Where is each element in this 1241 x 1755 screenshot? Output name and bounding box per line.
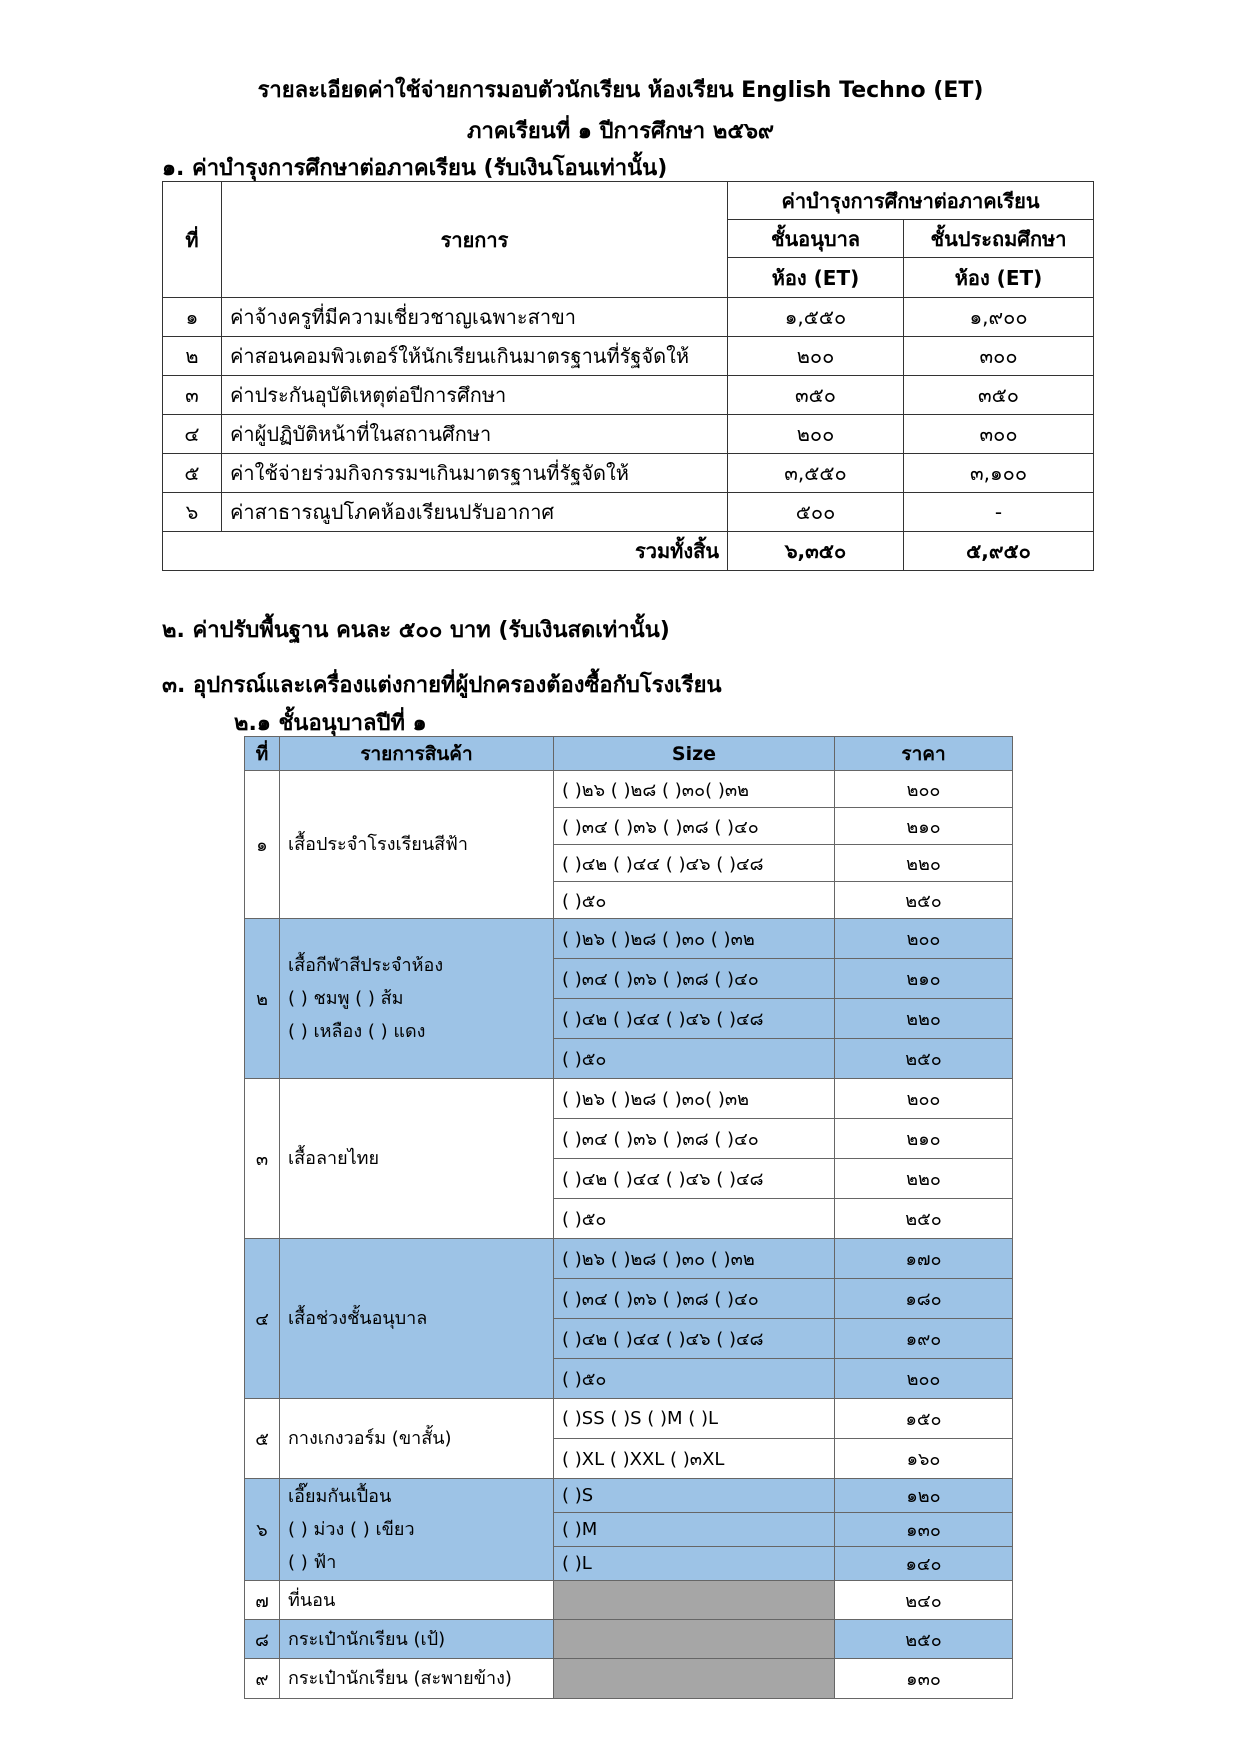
table-row [245, 1079, 1013, 1119]
size-options: ( )๒๖ ( )๒๘ ( )๓๐ ( )๓๒ [554, 919, 835, 959]
item-price: ๑๕๐ [835, 1399, 1013, 1439]
item-name-line: เสื้อประจำโรงเรียนสีฟ้า [288, 834, 468, 855]
item-price: ๑๓๐ [835, 1659, 1013, 1699]
item-name [280, 919, 554, 1079]
document-subtitle: ภาคเรียนที่ ๑ ปีการศึกษา ๒๕๖๙ [466, 119, 775, 144]
table-row [245, 1399, 1013, 1439]
row-no: ๖ [163, 493, 222, 532]
item-name-line: กระเป๋านักเรียน (สะพายข้าง) [288, 1668, 512, 1689]
size-options: ( )๕๐ [554, 1039, 835, 1079]
table-row [245, 919, 1013, 959]
item-price: ๒๒๐ [835, 999, 1013, 1039]
item-price: ๒๐๐ [835, 1079, 1013, 1119]
header-kinder: ชั้นอนุบาล [728, 220, 904, 258]
row-kinder-fee: ๒๐๐ [728, 415, 904, 454]
item-name [280, 1479, 554, 1581]
size-options: ( )L [554, 1547, 835, 1581]
item-name-line: เสื้อกีฬาสีประจำห้อง [288, 955, 444, 976]
item-name-line: เอี๊ยมกันเปื้อน [288, 1486, 392, 1507]
item-price: ๒๑๐ [835, 959, 1013, 999]
size-options: ( )๔๒ ( )๔๔ ( )๔๖ ( )๔๘ [554, 999, 835, 1039]
row-no: ๔ [163, 415, 222, 454]
item-price: ๑๙๐ [835, 1319, 1013, 1359]
header-group: ค่าบำรุงการศึกษาต่อภาคเรียน [728, 182, 1094, 220]
total-label: รวมทั้งสิ้น [163, 532, 728, 571]
item-price: ๑๒๐ [835, 1479, 1013, 1513]
item-no: ๔ [245, 1239, 280, 1399]
row-no: ๓ [163, 376, 222, 415]
item-name [280, 1399, 554, 1479]
row-no: ๕ [163, 454, 222, 493]
size-options: ( )๓๔ ( )๓๖ ( )๓๘ ( )๔๐ [554, 959, 835, 999]
section1-heading: ๑. ค่าบำรุงการศึกษาต่อภาคเรียน (รับเงินโอนเท่านั้น) [162, 156, 668, 181]
item-name-line: ( ) ฟ้า [288, 1552, 337, 1573]
document-title: รายละเอียดค่าใช้จ่ายการมอบตัวนักเรียน ห้องเรียน English Techno (ET) [257, 78, 984, 103]
row-no: ๑ [163, 298, 222, 337]
header-room-kinder: ห้อง (ET) [728, 258, 904, 298]
row-kinder-fee: ๓,๕๕๐ [728, 454, 904, 493]
item-price: ๒๒๐ [835, 1159, 1013, 1199]
size-options: ( )M [554, 1513, 835, 1547]
item-name [280, 1620, 554, 1659]
row-kinder-fee: ๕๐๐ [728, 493, 904, 532]
table-row [163, 298, 1094, 337]
row-primary-fee: ๓๐๐ [904, 415, 1094, 454]
size-options: ( )๔๒ ( )๔๔ ( )๔๖ ( )๔๘ [554, 1319, 835, 1359]
row-primary-fee: ๑,๙๐๐ [904, 298, 1094, 337]
item-price: ๒๕๐ [835, 882, 1013, 919]
size-options: ( )๕๐ [554, 1359, 835, 1399]
item-name [280, 1659, 554, 1699]
header-item: รายการสินค้า [280, 737, 554, 771]
item-name-line: ( ) ชมพู ( ) ส้ม [288, 988, 404, 1009]
size-options: ( )๒๖ ( )๒๘ ( )๓๐( )๓๒ [554, 1079, 835, 1119]
item-no: ๑ [245, 771, 280, 919]
size-options: ( )๓๔ ( )๓๖ ( )๓๘ ( )๔๐ [554, 808, 835, 845]
header-no: ที่ [163, 182, 222, 298]
table-row [163, 337, 1094, 376]
table-row [163, 454, 1094, 493]
uniform-table [244, 736, 1013, 1699]
row-item: ค่าผู้ปฏิบัติหน้าที่ในสถานศึกษา [222, 415, 728, 454]
header-price: ราคา [835, 737, 1013, 771]
size-options: ( )๓๔ ( )๓๖ ( )๓๘ ( )๔๐ [554, 1119, 835, 1159]
item-no: ๖ [245, 1479, 280, 1581]
item-price: ๒๕๐ [835, 1620, 1013, 1659]
row-kinder-fee: ๑,๕๕๐ [728, 298, 904, 337]
item-price: ๑๖๐ [835, 1439, 1013, 1479]
item-price: ๒๑๐ [835, 1119, 1013, 1159]
size-options: ( )๕๐ [554, 882, 835, 919]
item-name-line: ( ) ม่วง ( ) เขียว [288, 1519, 415, 1540]
item-name-line: ที่นอน [288, 1589, 336, 1611]
item-no: ๗ [245, 1581, 280, 1620]
item-name-line: กระเป๋านักเรียน (เป้) [288, 1628, 446, 1650]
size-options: ( )๕๐ [554, 1199, 835, 1239]
table-row [245, 1581, 1013, 1620]
size-options: ( )๒๖ ( )๒๘ ( )๓๐( )๓๒ [554, 771, 835, 808]
item-no: ๘ [245, 1620, 280, 1659]
item-price: ๒๐๐ [835, 919, 1013, 959]
section2-heading: ๒. ค่าปรับพื้นฐาน คนละ ๕๐๐ บาท (รับเงินสดเท่านั้น) [162, 618, 670, 643]
size-empty-cell [554, 1581, 835, 1620]
size-options: ( )XL ( )XXL ( )๓XL [554, 1439, 835, 1479]
item-price: ๑๓๐ [835, 1513, 1013, 1547]
size-options: ( )S [554, 1479, 835, 1513]
size-options: ( )๔๒ ( )๔๔ ( )๔๖ ( )๔๘ [554, 1159, 835, 1199]
item-price: ๒๔๐ [835, 1581, 1013, 1620]
item-price: ๑๗๐ [835, 1239, 1013, 1279]
item-price: ๒๐๐ [835, 771, 1013, 808]
item-name-line: เสื้อลายไทย [288, 1148, 380, 1169]
row-item: ค่าสาธารณูปโภคห้องเรียนปรับอากาศ [222, 493, 728, 532]
row-primary-fee: - [904, 493, 1094, 532]
size-empty-cell [554, 1659, 835, 1699]
row-item: ค่าใช้จ่ายร่วมกิจกรรมฯเกินมาตรฐานที่รัฐจัดให้ [222, 454, 728, 493]
header-no: ที่ [245, 737, 280, 771]
header-item: รายการ [222, 182, 728, 298]
item-price: ๒๐๐ [835, 1359, 1013, 1399]
item-price: ๒๒๐ [835, 845, 1013, 882]
item-price: ๑๘๐ [835, 1279, 1013, 1319]
section3-heading: ๓. อุปกรณ์และเครื่องแต่งกายที่ผู้ปกครองต้องซื้อกับโรงเรียน [162, 673, 722, 698]
item-name-line: ( ) เหลือง ( ) แดง [288, 1021, 426, 1042]
table-row [163, 415, 1094, 454]
item-name-line: กางเกงวอร์ม (ขาสั้น) [288, 1428, 452, 1449]
item-no: ๕ [245, 1399, 280, 1479]
item-no: ๒ [245, 919, 280, 1079]
item-name [280, 1079, 554, 1239]
header-room-primary: ห้อง (ET) [904, 258, 1094, 298]
table-row [245, 1659, 1013, 1699]
table-row [245, 1620, 1013, 1659]
total-kinder: ๖,๓๕๐ [728, 532, 904, 571]
size-options: ( )SS ( )S ( )M ( )L [554, 1399, 835, 1439]
table-row [245, 1239, 1013, 1279]
size-options: ( )๒๖ ( )๒๘ ( )๓๐ ( )๓๒ [554, 1239, 835, 1279]
row-no: ๒ [163, 337, 222, 376]
table-row [245, 1479, 1013, 1513]
item-price: ๒๕๐ [835, 1199, 1013, 1239]
item-name [280, 771, 554, 919]
table-row [245, 771, 1013, 808]
item-price: ๒๑๐ [835, 808, 1013, 845]
total-primary: ๕,๙๕๐ [904, 532, 1094, 571]
row-primary-fee: ๓,๑๐๐ [904, 454, 1094, 493]
item-no: ๓ [245, 1079, 280, 1239]
table-row [163, 493, 1094, 532]
item-price: ๒๕๐ [835, 1039, 1013, 1079]
size-empty-cell [554, 1620, 835, 1659]
header-size: Size [554, 737, 835, 771]
item-price: ๑๔๐ [835, 1547, 1013, 1581]
row-primary-fee: ๓๕๐ [904, 376, 1094, 415]
item-name [280, 1239, 554, 1399]
tuition-table [162, 181, 1094, 571]
size-options: ( )๓๔ ( )๓๖ ( )๓๘ ( )๔๐ [554, 1279, 835, 1319]
header-primary: ชั้นประถมศึกษา [904, 220, 1094, 258]
row-item: ค่าสอนคอมพิวเตอร์ให้นักเรียนเกินมาตรฐานที่รัฐจัดให้ [222, 337, 728, 376]
row-item: ค่าประกันอุบัติเหตุต่อปีการศึกษา [222, 376, 728, 415]
row-item: ค่าจ้างครูที่มีความเชี่ยวชาญเฉพาะสาขา [222, 298, 728, 337]
section3-subheading: ๒.๑ ชั้นอนุบาลปีที่ ๑ [234, 711, 427, 736]
row-kinder-fee: ๓๕๐ [728, 376, 904, 415]
row-kinder-fee: ๒๐๐ [728, 337, 904, 376]
item-name-line: เสื้อช่วงชั้นอนุบาล [288, 1308, 428, 1329]
item-no: ๙ [245, 1659, 280, 1699]
row-primary-fee: ๓๐๐ [904, 337, 1094, 376]
table-row [163, 376, 1094, 415]
size-options: ( )๔๒ ( )๔๔ ( )๔๖ ( )๔๘ [554, 845, 835, 882]
item-name [280, 1581, 554, 1620]
